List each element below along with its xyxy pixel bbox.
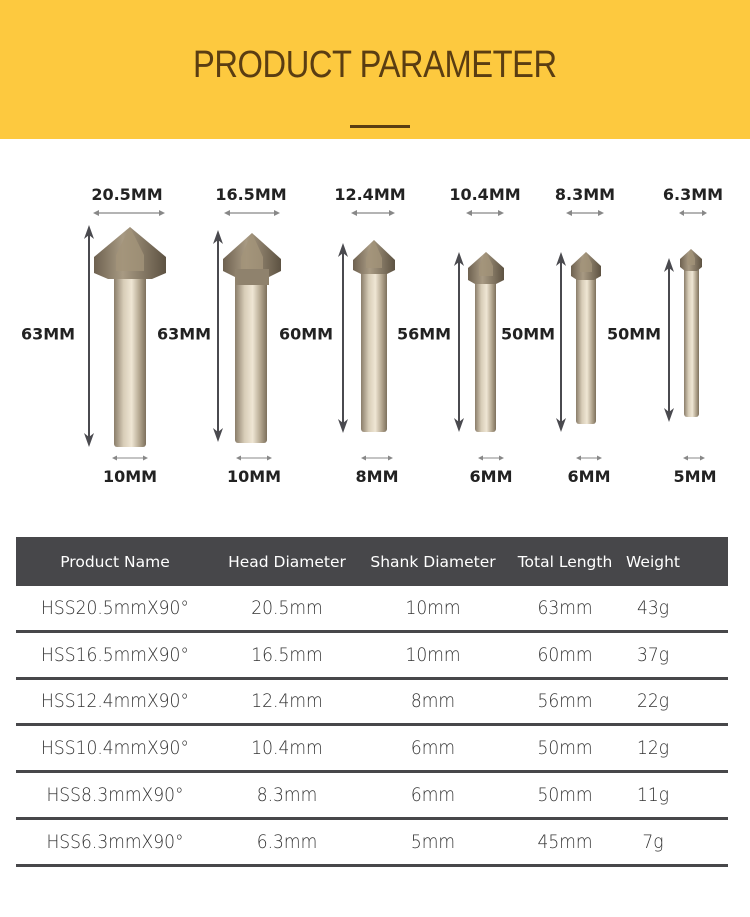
cell-weight: 22g [636, 690, 670, 713]
head-diameter-label: 12.4MM [334, 185, 406, 204]
length-arrow [213, 230, 223, 442]
cell-weight: 43g [636, 596, 670, 619]
cell-shank-diameter: 6mm [410, 784, 456, 807]
length-label: 50MM [500, 324, 556, 344]
cell-weight: 7g [642, 830, 664, 853]
head-diameter-label: 10.4MM [449, 185, 521, 204]
cell-total-length: 50mm [537, 737, 593, 760]
cell-product-name: HSS10.4mmX90° [41, 737, 189, 760]
shank-diameter-arrow [576, 455, 602, 461]
shank-diameter-label: 6MM [469, 467, 513, 486]
column-header-total-length: Total Length [517, 552, 613, 571]
cell-product-name: HSS20.5mmX90° [41, 596, 189, 619]
cell-head-diameter: 6.3mm [256, 830, 318, 853]
header-banner [0, 0, 750, 139]
table-row [16, 680, 728, 727]
length-label: 50MM [606, 324, 662, 344]
cell-weight: 11g [636, 784, 670, 807]
shank-diameter-arrow [112, 455, 148, 461]
drill-bit-icon [223, 233, 283, 443]
head-diameter-arrow [679, 210, 707, 216]
cell-shank-diameter: 6mm [410, 737, 456, 760]
drill-bit-icon [679, 249, 703, 419]
length-label: 60MM [278, 324, 334, 344]
head-diameter-label: 8.3MM [554, 185, 616, 204]
cell-weight: 12g [636, 737, 670, 760]
head-diameter-label: 6.3MM [662, 185, 724, 204]
cell-weight: 37g [636, 643, 670, 666]
cell-total-length: 50mm [537, 784, 593, 807]
table-row [16, 586, 728, 633]
cell-total-length: 60mm [537, 643, 593, 666]
head-diameter-arrow [466, 210, 504, 216]
head-diameter-arrow [93, 210, 165, 216]
cell-shank-diameter: 10mm [405, 643, 461, 666]
shank-diameter-arrow [361, 455, 393, 461]
head-diameter-label: 20.5MM [91, 185, 163, 204]
cell-product-name: HSS16.5mmX90° [41, 643, 189, 666]
cell-shank-diameter: 8mm [410, 690, 456, 713]
cell-shank-diameter: 10mm [405, 596, 461, 619]
shank-diameter-arrow [478, 455, 504, 461]
drill-bit-diagram [0, 139, 750, 519]
length-arrow [454, 252, 464, 432]
table-row [16, 820, 728, 867]
head-diameter-arrow [351, 210, 395, 216]
shank-diameter-label: 6MM [567, 467, 611, 486]
head-diameter-label: 16.5MM [215, 185, 287, 204]
length-arrow [556, 252, 566, 432]
head-diameter-arrow [224, 210, 280, 216]
title-underline [350, 125, 410, 128]
page-title: PRODUCT PARAMETER [192, 44, 557, 86]
cell-product-name: HSS6.3mmX90° [46, 830, 184, 853]
length-arrow [338, 243, 348, 433]
cell-total-length: 45mm [537, 830, 593, 853]
length-label: 63MM [156, 324, 212, 344]
cell-product-name: HSS12.4mmX90° [41, 690, 189, 713]
shank-diameter-arrow [683, 455, 705, 461]
shank-diameter-label: 5MM [673, 467, 717, 486]
cell-total-length: 63mm [537, 596, 593, 619]
cell-product-name: HSS8.3mmX90° [46, 784, 184, 807]
length-arrow [664, 258, 674, 422]
shank-diameter-label: 8MM [355, 467, 399, 486]
table-header-row [16, 537, 728, 586]
cell-head-diameter: 20.5mm [251, 596, 323, 619]
cell-head-diameter: 8.3mm [256, 784, 318, 807]
cell-total-length: 56mm [537, 690, 593, 713]
column-header-product-name: Product Name [60, 552, 170, 571]
head-diameter-arrow [566, 210, 604, 216]
shank-diameter-label: 10MM [226, 467, 282, 486]
column-header-head-diameter: Head Diameter [228, 552, 346, 571]
column-header-shank-diameter: Shank Diameter [370, 552, 496, 571]
cell-head-diameter: 16.5mm [251, 643, 323, 666]
length-label: 56MM [396, 324, 452, 344]
length-label: 63MM [20, 324, 76, 344]
cell-shank-diameter: 5mm [410, 830, 456, 853]
shank-diameter-label: 10MM [102, 467, 158, 486]
drill-bit-icon [570, 252, 602, 424]
table-row [16, 726, 728, 773]
table-row [16, 773, 728, 820]
table-row [16, 633, 728, 680]
parameter-table [16, 537, 728, 867]
shank-diameter-arrow [236, 455, 272, 461]
drill-bit-icon [351, 240, 397, 432]
drill-bit-icon [467, 252, 505, 432]
cell-head-diameter: 12.4mm [251, 690, 323, 713]
cell-head-diameter: 10.4mm [251, 737, 323, 760]
column-header-weight: Weight [625, 552, 680, 571]
